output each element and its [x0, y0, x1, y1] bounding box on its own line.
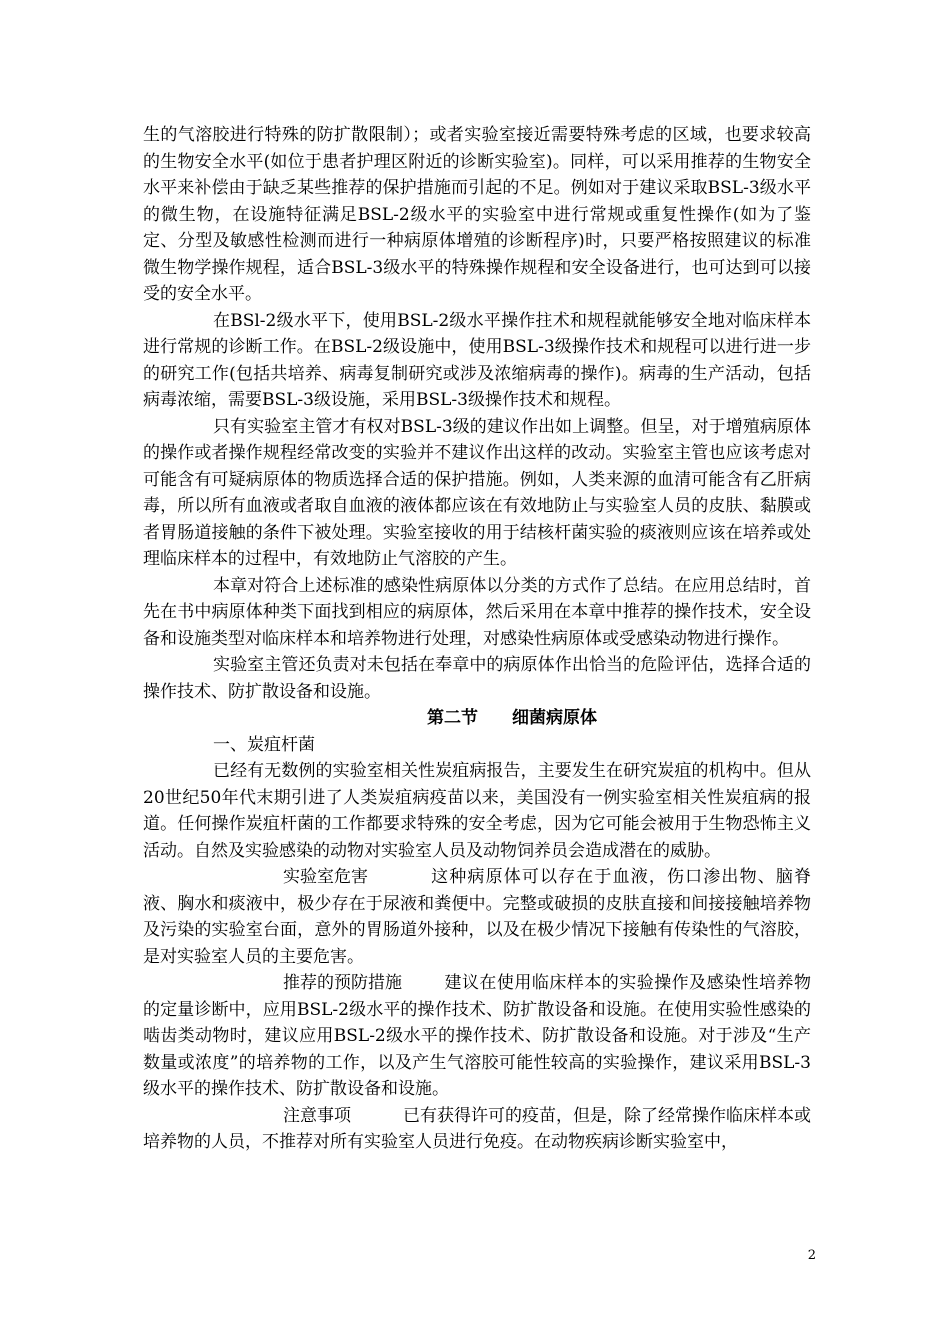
document-body [143, 122, 811, 1156]
section-number: 第二节 [427, 708, 478, 728]
paragraph-notes [143, 1103, 811, 1156]
precautions-text: 建议在使用临床样本的实验操作及感染性培养物的定量诊断中，应用BSL-2级水平的操作技术、防扩散设备和设施。在使用实验性感染的啮齿类动物时，建议应用BSL-2级水平的操作技术、防扩散设备和设施。对于涉及“生产数量或浓度”的培养物的工作，以及产生气溶胶可能性较高的实验操作，建议采用BSL-3级水平的操作技术、防扩散设备和设施。 [143, 973, 811, 1099]
section-heading [143, 705, 811, 732]
paragraph-lab-director: 只有实验室主管才有权对BSL-3级的建议作出如上调整。但呈，对于增殖病原体的操作或者操作规程经常改变的实验并不建议作出这样的改动。实验室主管也应该考虑对可能含有可疑病原体的物质选择合适的保护措施。例如，人类来源的血清可能含有乙肝病毒，所以所有血液或者取自血液的液体都应该在有效地防止与实验室人员的皮肤、黏膜或者胃肠道接触的条件下被处理。实验室接收的用于结核杆菌实验的痰液则应该在培养或处理临床样本的过程中，有效地防止气溶胶的产生。 [143, 416, 811, 569]
paragraph-lab-hazard [143, 864, 811, 970]
notes-term: 注意事项 [283, 1105, 351, 1126]
notes-text: 已有获得许可的疫苗，但是，除了经常操作临床样本或培养物的人员，不推荐对所有实验室人员进行免疫。在动物疾病诊断实验室中， [143, 1105, 811, 1152]
section-title: 细菌病原体 [512, 708, 597, 728]
paragraph-chapter-summary: 本章对符合上述标准的感染性病原体以分类的方式作了总结。在应用总结时，首先在书中病原体种类下面找到相应的病原体，然后采用在本章中推荐的操作技术，安全设备和设施类型对临床样本和培养物进行处理，对感染性病原体或受感染动物进行操作。 [143, 575, 811, 649]
paragraph-continued: 生的气溶胶进行特殊的防扩散限制）；或者实验室接近需要特殊考虑的区域，也要求较高的生物安全水平(如位于患者护理区附近的诊断实验室)。同样，可以采用推荐的生物安全水平来补偿由于缺乏某些推荐的保护措施而引起的不足。例如对于建议采取BSL-3级水平的微生物，在设施特征满足BSL-2级水平的实验室中进行常规或重复性操作(如为了鉴定、分型及敏感性检测而进行一种病原体增殖的诊断程序)时，只要严格按照建议的标准微生物学操作规程，适合BSL-3级水平的特殊操作规程和安全设备进行，也可达到可以接受的安全水平。 [143, 125, 811, 304]
precautions-term: 推荐的预防措施 [283, 973, 402, 993]
paragraph-anthrax-intro: 已经有无数例的实验室相关性炭疽病报告，主要发生在研究炭疽的机构中。但从20世纪50年代末期引进了人类炭疽病疫苗以来，美国没有一例实验室相关性炭疽病的报道。任何操作炭疽杆菌的工作都要求特殊的安全考虑，因为它可能会被用于生物恐怖主义活动。自然及实验感染的动物对实验室人员及动物饲养员会造成潜在的威胁。 [143, 761, 811, 861]
page-number: 2 [807, 1248, 816, 1263]
hazard-text: 这种病原体可以存在于血液，伤口渗出物、脑脊液、胸水和痰液中，极少存在于尿液和粪便中。完整或破损的皮肤直接和间接接触培养物及污染的实验室台面，意外的胃肠道外接种，以及在极少情况下接触有传染性的气溶胶，是对实验室人员的主要危害。 [143, 867, 811, 967]
paragraph-risk-assessment: 实验室主管还负责对未包括在奉章中的病原体作出恰当的危险评估，选择合适的操作技术、防扩散设备和设施。 [143, 655, 811, 702]
subsection-heading: 一、炭疽杆菌 [213, 734, 315, 755]
hazard-term: 实验室危害 [283, 867, 368, 887]
paragraph-bsl2: 在BSl-2级水平下，使用BSL-2级水平操作拄术和规程就能够安全地对临床样本进行常规的诊断工作。在BSL-2级设施中，使用BSL-3级操作技术和规程可以进行进一步的研究工作(包括共培养、病毒复制研究或涉及浓缩病毒的操作)。病毒的生产活动，包括病毒浓缩，需要BSL-3级设施，采用BSL-3级操作技术和规程。 [143, 310, 811, 410]
paragraph-precautions [143, 970, 811, 1103]
